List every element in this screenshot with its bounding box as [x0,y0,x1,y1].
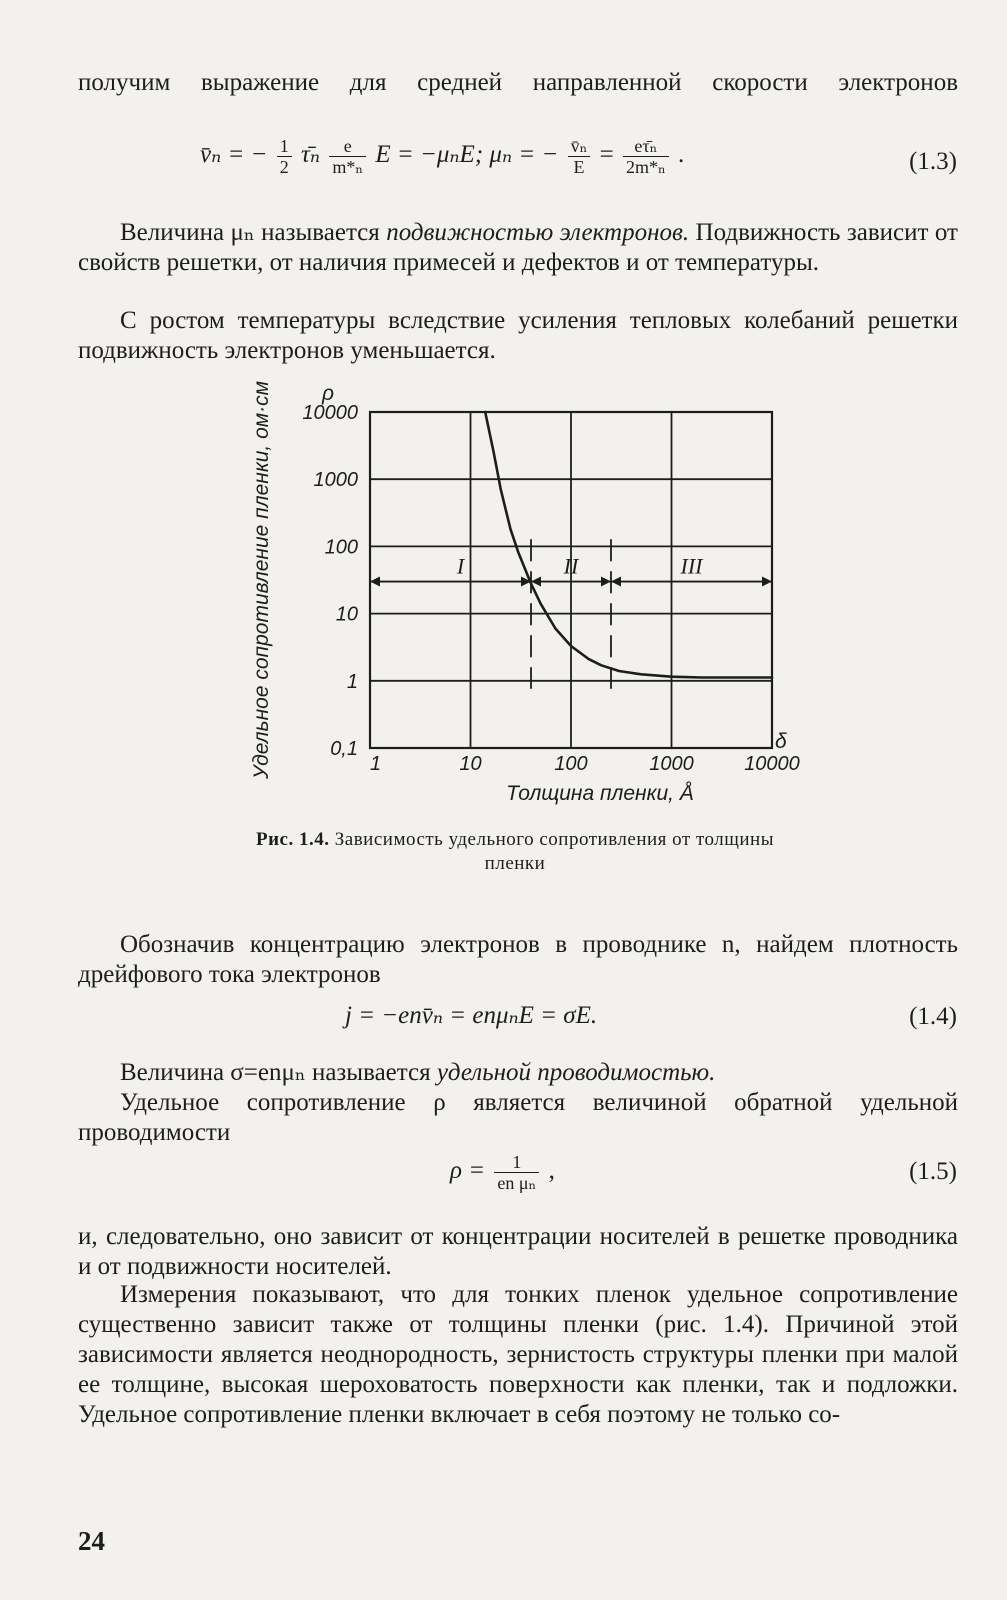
p2-emphasis: подвижностью электронов. [386,219,690,246]
page-number: 24 [78,1526,105,1556]
y-tick-label: 10000 [302,402,358,424]
p2-post: Подвижность зависит от свойств решетки, от наличия примесей и дефектов и от температуры. [78,219,958,276]
chart-grid [370,412,772,748]
frac-num: e [329,136,366,157]
frac-num: 1 [494,1152,539,1173]
x-tick-label: 1000 [649,753,694,775]
x-tick-label: 10000 [744,753,800,775]
eq15-lhs: ρ = [450,1157,486,1185]
p2-pre: Величина μₙ называется [120,219,387,246]
y-tick-label: 10 [335,603,358,626]
frac-den: m*ₙ [332,157,364,177]
y-axis-label: Удельное сопротивление пленки, ом·см [250,380,273,780]
caption-text: Зависимость удельного сопротивления от толщины пленки [329,829,774,874]
p5-pre: Величина σ=enμₙ называется [120,1059,437,1086]
region-label: I [456,553,465,579]
x-tick-label: 1 [370,753,382,775]
eq-lhs: v̄ₙ = − [200,141,268,169]
eq-end: . [678,141,685,169]
eq15-end: , [548,1157,555,1185]
x-tick-label: 100 [554,753,588,775]
equation-1-4 [345,1000,597,1030]
frac-num: v̄ₙ [568,136,591,157]
arrow-head [762,577,772,587]
x-axis-label: Толщина пленки, Å [506,782,694,805]
p5-emphasis: удельной проводимостью. [436,1059,716,1086]
y-tick-label: 0,1 [330,738,358,760]
y-tick-label: 1000 [313,469,358,492]
x-tick-label: 10 [459,753,482,775]
region-label: II [563,553,579,579]
equation-number-1-5: (1.5) [909,1158,957,1185]
eq-mid: E = −μₙE; μₙ = − [375,141,559,169]
frac-den: en μₙ [497,1173,537,1193]
chart-series [485,412,772,678]
paragraph-measurements: Измерения показывают, что для тонких пленок удельное сопротивление существенно зависит также от толщины пленки (рис. 1.4). Причиной этой зависимости является неоднородность, зернистость структуры пленки при малой ее толщине, высокая шероховатость поверхности как пленки, так и подложки. Удельное сопротивление пленки включает в себя поэтому не только со- [78,1281,958,1428]
arrow-head [611,577,621,587]
arrow-head [370,577,380,587]
eq-tau: τ̄ₙ [300,141,321,169]
eq-fraction [494,1152,539,1193]
frac-num: 1 [277,136,292,157]
y-axis-symbol: ρ [322,382,335,405]
paragraph-temperature: С ростом температуры вследствие усиления тепловых колебаний решетки подвижность электронов уменьшается. [78,307,958,364]
paragraph-conductivity [78,1058,958,1088]
frac-den: E [573,157,585,177]
paragraph-dependence: и, следовательно, оно зависит от концентрации носителей в решетке проводника и от подвижности носителей. [78,1223,958,1280]
paragraph-resistivity: Удельное сопротивление ρ является величиной обратной удельной проводимости [78,1089,958,1146]
y-tick-label: 100 [324,536,358,559]
frac-den: 2 [279,157,289,177]
y-tick-label: 1 [346,670,358,693]
x-axis-symbol: δ [775,730,787,753]
chart-ticks [302,402,799,775]
figure-caption [230,828,800,876]
paragraph-current-density: Обозначив концентрацию электронов в проводнике n, найдем плотность дрейфового тока электронов [78,931,958,988]
region-label: III [680,553,703,579]
eq-sign: = [599,141,614,169]
paragraph-intro: получим выражение для средней направленной скорости электронов [78,69,958,96]
equation-1-5 [450,1152,555,1193]
caption-label: Рис. 1.4. [256,829,330,850]
resistivity-curve [485,412,772,678]
equation-number-1-3: (1.3) [909,148,957,175]
frac-den: 2m*ₙ [625,157,666,177]
frac-num: eτ̄ₙ [623,136,669,157]
eq14-body: j = −env̄ₙ = enμₙE = σE. [345,1002,598,1029]
equation-number-1-4: (1.4) [909,1003,957,1030]
arrow-head [601,577,611,587]
